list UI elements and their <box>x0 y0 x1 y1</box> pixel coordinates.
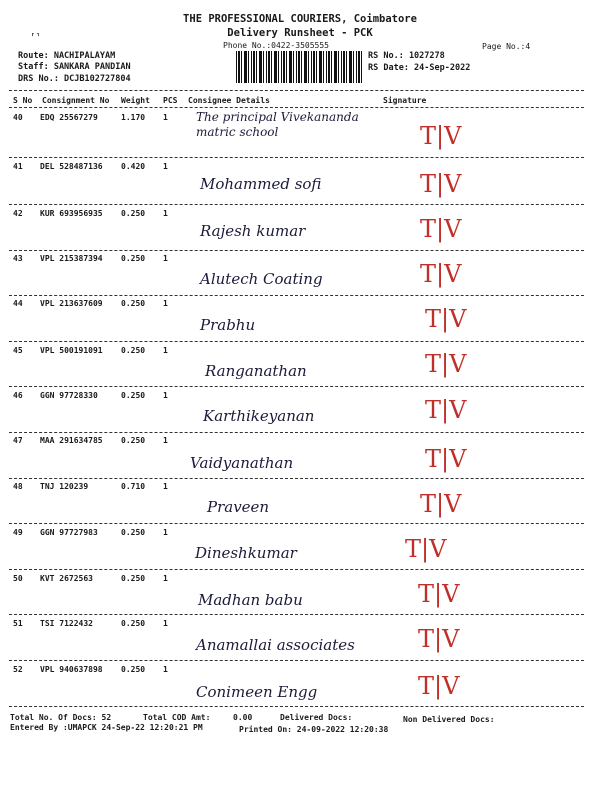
row-consignment: KVT 2672563 <box>40 574 93 583</box>
row-signature: T|V <box>420 260 462 288</box>
row-pcs: 1 <box>163 436 168 445</box>
row-weight: 0.250 <box>121 619 146 628</box>
rs-number: RS No.: 1027278 <box>368 51 445 61</box>
row-signature: T|V <box>425 396 467 424</box>
row-consignment: TNJ 120239 <box>40 482 89 491</box>
col-consignment: Consignment No <box>42 96 110 105</box>
non-delivered-docs: Non Delivered Docs: <box>403 715 495 724</box>
row-pcs: 1 <box>163 528 168 537</box>
page-number: Page No.:4 <box>482 42 531 51</box>
printed-on: Printed On: 24-09-2022 12:20:38 <box>239 725 389 734</box>
row-sno: 45 <box>13 346 23 355</box>
runsheet-subtitle: Delivery Runsheet - PCK <box>227 27 373 39</box>
row-pcs: 1 <box>163 254 168 263</box>
row-consignee: Vaidyanathan <box>190 454 294 472</box>
row-divider <box>9 614 584 615</box>
row-signature: T|V <box>425 445 467 473</box>
row-consignee: Dineshkumar <box>195 544 297 562</box>
row-divider <box>9 250 584 251</box>
delivered-docs: Delivered Docs: <box>280 713 353 722</box>
col-sno: S No <box>13 96 33 105</box>
row-weight: 0.250 <box>121 254 146 263</box>
total-cod-value: 0.00 <box>233 713 253 722</box>
route-label: Route: NACHIPALAYAM <box>18 51 116 61</box>
row-signature: T|V <box>418 580 460 608</box>
row-consignee: Karthikeyanan <box>203 407 315 425</box>
row-consignment: TSI 7122432 <box>40 619 93 628</box>
header-divider-bottom <box>9 107 584 108</box>
barcode <box>236 51 364 83</box>
row-sno: 41 <box>13 162 23 171</box>
row-consignment: DEL 528487136 <box>40 162 103 171</box>
row-consignee: Anamallai associates <box>196 636 355 654</box>
row-divider <box>9 569 584 570</box>
col-pcs: PCS <box>163 96 178 105</box>
row-sno: 44 <box>13 299 23 308</box>
row-pcs: 1 <box>163 346 168 355</box>
col-weight: Weight <box>121 96 150 105</box>
row-pcs: 1 <box>163 113 168 122</box>
row-weight: 0.250 <box>121 574 146 583</box>
row-consignment: MAA 291634785 <box>40 436 103 445</box>
row-consignee: Conimeen Engg <box>196 683 318 701</box>
row-divider <box>9 432 584 433</box>
row-sno: 50 <box>13 574 23 583</box>
row-divider <box>9 295 584 296</box>
row-signature: T|V <box>418 672 460 700</box>
row-pcs: 1 <box>163 299 168 308</box>
header-divider-top <box>9 90 584 91</box>
row-divider <box>9 478 584 479</box>
row-divider <box>9 204 584 205</box>
row-pcs: 1 <box>163 482 168 491</box>
row-divider <box>9 523 584 524</box>
row-weight: 0.710 <box>121 482 146 491</box>
row-consignment: VPL 213637609 <box>40 299 103 308</box>
row-consignment: GGN 97728330 <box>40 391 98 400</box>
row-weight: 0.250 <box>121 209 146 218</box>
row-pcs: 1 <box>163 162 168 171</box>
row-consignment: KUR 693956935 <box>40 209 103 218</box>
row-sno: 49 <box>13 528 23 537</box>
row-weight: 0.250 <box>121 346 146 355</box>
row-sno: 46 <box>13 391 23 400</box>
row-consignee: Ranganathan <box>205 362 307 380</box>
row-divider <box>9 386 584 387</box>
row-divider <box>9 660 584 661</box>
row-consignee: Madhan babu <box>198 591 303 609</box>
row-consignee: Rajesh kumar <box>200 222 306 240</box>
company-title: THE PROFESSIONAL COURIERS, Coimbatore <box>183 13 417 25</box>
row-signature: T|V <box>420 122 462 150</box>
row-weight: 0.250 <box>121 436 146 445</box>
row-weight: 0.420 <box>121 162 146 171</box>
row-consignee: Mohammed sofi <box>200 175 322 193</box>
row-sno: 51 <box>13 619 23 628</box>
row-signature: T|V <box>420 170 462 198</box>
row-pcs: 1 <box>163 574 168 583</box>
row-consignment: GGN 97727983 <box>40 528 98 537</box>
col-signature: Signature <box>383 96 427 105</box>
row-signature: T|V <box>418 625 460 653</box>
row-sno: 43 <box>13 254 23 263</box>
row-signature: T|V <box>405 535 447 563</box>
row-weight: 0.250 <box>121 665 146 674</box>
row-weight: 0.250 <box>121 528 146 537</box>
row-weight: 1.170 <box>121 113 146 122</box>
row-pcs: 1 <box>163 209 168 218</box>
row-sno: 52 <box>13 665 23 674</box>
row-pcs: 1 <box>163 665 168 674</box>
rs-date: RS Date: 24-Sep-2022 <box>368 63 471 73</box>
row-consignment: VPL 940637898 <box>40 665 103 674</box>
staff-label: Staff: SANKARA PANDIAN <box>18 62 131 72</box>
row-consignee: The principal Vivekananda matric school <box>196 110 359 139</box>
row-divider <box>9 706 584 707</box>
row-sno: 47 <box>13 436 23 445</box>
entered-by: Entered By :UMAPCK 24-Sep-22 12:20:21 PM <box>10 723 203 732</box>
row-consignment: VPL 500191091 <box>40 346 103 355</box>
row-pcs: 1 <box>163 619 168 628</box>
row-divider <box>9 341 584 342</box>
row-weight: 0.250 <box>121 391 146 400</box>
col-consignee: Consignee Details <box>188 96 270 105</box>
row-consignee: Prabhu <box>200 316 256 334</box>
row-sno: 48 <box>13 482 23 491</box>
row-sno: 42 <box>13 209 23 218</box>
phone-number: Phone No.:0422-3505555 <box>223 41 329 50</box>
total-docs: Total No. Of Docs: 52 <box>10 713 112 722</box>
corner-mark: ⸢⸣ <box>30 33 41 43</box>
row-consignee: Alutech Coating <box>200 270 323 288</box>
row-sno: 40 <box>13 113 23 122</box>
row-signature: T|V <box>425 305 467 333</box>
row-signature: T|V <box>420 490 462 518</box>
row-consignment: VPL 215387394 <box>40 254 103 263</box>
row-divider <box>9 157 584 158</box>
row-signature: T|V <box>425 350 467 378</box>
row-pcs: 1 <box>163 391 168 400</box>
total-cod-label: Total COD Amt: <box>143 713 211 722</box>
row-consignment: EDQ 25567279 <box>40 113 98 122</box>
row-weight: 0.250 <box>121 299 146 308</box>
row-consignee: Praveen <box>207 498 270 516</box>
row-signature: T|V <box>420 215 462 243</box>
drs-number: DRS No.: DCJB102727804 <box>18 74 131 84</box>
